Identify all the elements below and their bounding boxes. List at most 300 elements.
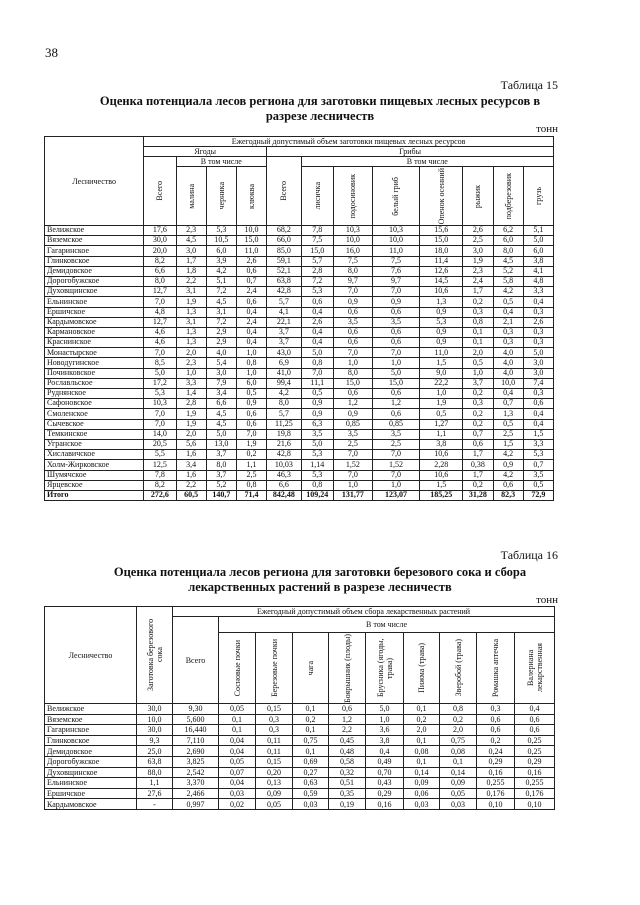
value-cell: 5,0 — [144, 368, 176, 378]
value-cell: 66,0 — [267, 236, 302, 246]
value-cell: 1,3 — [420, 297, 463, 307]
value-cell: 0,48 — [329, 746, 366, 757]
value-cell: 0,6 — [301, 297, 333, 307]
value-cell: 2,6 — [301, 317, 333, 327]
value-cell: 8,0 — [493, 246, 523, 256]
value-cell: 0,4 — [493, 389, 523, 399]
table16-header-annual: Ежегодный допустимый объем сбора лекарственных растений — [173, 607, 555, 617]
value-cell: 3,8 — [366, 735, 404, 746]
value-cell: 10,0 — [137, 714, 173, 725]
forestry-name-cell: Холм-Жирковское — [45, 460, 144, 470]
value-cell: 0,4 — [301, 307, 333, 317]
table15-col-header: малина — [176, 167, 206, 226]
value-cell: 1,4 — [176, 389, 206, 399]
value-cell: 10,6 — [420, 287, 463, 297]
value-cell: 1,7 — [463, 470, 493, 480]
value-cell: 0,1 — [293, 704, 329, 715]
table-row — [45, 735, 555, 746]
value-cell: 7,0 — [333, 470, 372, 480]
value-cell: 1,1 — [236, 460, 266, 470]
value-cell: 8,5 — [144, 358, 176, 368]
value-cell: 0,9 — [420, 307, 463, 317]
value-cell: 27,6 — [137, 788, 173, 799]
table-row — [45, 246, 554, 256]
value-cell: 0,03 — [293, 799, 329, 810]
forestry-name-cell: Монастырское — [45, 348, 144, 358]
value-cell: 1,0 — [333, 358, 372, 368]
table16-col-header: Ромашка аптечка — [477, 633, 515, 704]
value-cell: 5,0 — [523, 236, 553, 246]
value-cell: 0,38 — [463, 460, 493, 470]
value-cell: 3,8 — [420, 439, 463, 449]
forestry-name-cell: Духовщинское — [45, 767, 137, 778]
forestry-name-cell: Кармановское — [45, 327, 144, 337]
value-cell: 0,14 — [404, 767, 440, 778]
value-cell: 85,0 — [267, 246, 302, 256]
value-cell: 0,1 — [404, 756, 440, 767]
value-cell: 5,0 — [301, 439, 333, 449]
value-cell: 7,2 — [206, 287, 236, 297]
value-cell: 0,15 — [256, 704, 293, 715]
value-cell: 7,0 — [372, 470, 419, 480]
value-cell: 63,8 — [267, 276, 302, 286]
value-cell: 41,0 — [267, 368, 302, 378]
value-cell: 1,1 — [137, 778, 173, 789]
forestry-name-cell: Краснинское — [45, 338, 144, 348]
value-cell: 0,7 — [236, 276, 266, 286]
value-cell: 0,09 — [440, 778, 477, 789]
value-cell: 5,0 — [372, 368, 419, 378]
value-cell: 5,0 — [366, 704, 404, 715]
table-row — [45, 297, 554, 307]
value-cell: 2,5 — [463, 236, 493, 246]
value-cell: 0,3 — [477, 704, 515, 715]
value-cell: 4,8 — [144, 307, 176, 317]
value-cell: 0,1 — [219, 714, 256, 725]
value-cell: 0,04 — [219, 735, 256, 746]
value-cell: 11,1 — [301, 378, 333, 388]
value-cell: 10,5 — [206, 236, 236, 246]
table-row — [45, 368, 554, 378]
table-row — [45, 307, 554, 317]
value-cell: 0,3 — [256, 725, 293, 736]
value-cell: 1,9 — [463, 256, 493, 266]
value-cell: 0,5 — [523, 480, 553, 490]
value-cell: 4,5 — [206, 409, 236, 419]
value-cell: 0,6 — [372, 338, 419, 348]
value-cell: 0,63 — [293, 778, 329, 789]
forestry-name-cell: Сычевское — [45, 419, 144, 429]
value-cell: 17,2 — [144, 378, 176, 388]
value-cell: 3,0 — [523, 358, 553, 368]
forestry-name-cell: Темкинское — [45, 429, 144, 439]
value-cell: 5,3 — [301, 287, 333, 297]
value-cell: 0,16 — [477, 767, 515, 778]
value-cell: 2,0 — [440, 725, 477, 736]
value-cell: 0,2 — [463, 297, 493, 307]
value-cell: 10,03 — [267, 460, 302, 470]
value-cell: 0,4 — [236, 338, 266, 348]
table15-col-header: грузь — [523, 167, 553, 226]
value-cell: 0,6 — [493, 480, 523, 490]
table15-header-incl-mushrooms: В том числе — [301, 157, 553, 167]
value-cell: 1,2 — [333, 399, 372, 409]
value-cell: 8,0 — [333, 266, 372, 276]
value-cell: 3,3 — [176, 378, 206, 388]
table16-title-line1: Оценка потенциала лесов региона для заготовки березового сока и сбора — [113, 565, 527, 579]
value-cell: 0,3 — [523, 327, 553, 337]
value-cell: 0,1 — [440, 756, 477, 767]
value-cell: 4,2 — [267, 389, 302, 399]
value-cell: 1,9 — [176, 409, 206, 419]
forestry-name-cell: Глинковское — [45, 256, 144, 266]
value-cell: 0,8 — [236, 480, 266, 490]
table16-col-header: Валериана лекарственная — [515, 633, 555, 704]
value-cell: 3,6 — [366, 725, 404, 736]
value-cell: 10,3 — [333, 226, 372, 236]
value-cell: 0,9 — [236, 399, 266, 409]
value-cell: 1,3 — [176, 327, 206, 337]
value-cell: 4,1 — [267, 307, 302, 317]
value-cell: 0,1 — [404, 735, 440, 746]
value-cell: 0,08 — [404, 746, 440, 757]
table16 — [44, 606, 555, 810]
value-cell: 16,440 — [173, 725, 219, 736]
value-cell: 7,5 — [301, 236, 333, 246]
value-cell: 5,600 — [173, 714, 219, 725]
table15-label: Таблица 15 — [500, 78, 558, 92]
value-cell: 2,5 — [236, 470, 266, 480]
table16-header-forestry: Лесничество — [45, 607, 137, 704]
table15-col-header: Всего — [267, 157, 302, 226]
value-cell: 0,1 — [293, 725, 329, 736]
forestry-name-cell: Ельнинское — [45, 297, 144, 307]
value-cell: 0,29 — [515, 756, 555, 767]
value-cell: 0,6 — [236, 409, 266, 419]
value-cell: 0,4 — [523, 297, 553, 307]
value-cell: - — [137, 799, 173, 810]
value-cell: 12,7 — [144, 287, 176, 297]
table-row — [45, 799, 555, 810]
value-cell: 0,6 — [333, 307, 372, 317]
value-cell: 0,05 — [256, 799, 293, 810]
value-cell: 3,1 — [206, 307, 236, 317]
forestry-name-cell: Гагаринское — [45, 725, 137, 736]
table-row — [45, 348, 554, 358]
value-cell: 0,7 — [493, 399, 523, 409]
value-cell: 1,3 — [493, 409, 523, 419]
value-cell: 0,255 — [477, 778, 515, 789]
value-cell: 8,0 — [267, 399, 302, 409]
table15-header-forestry: Лесничество — [45, 137, 144, 226]
value-cell: 10,0 — [372, 236, 419, 246]
forestry-name-cell: Духовщинское — [45, 287, 144, 297]
value-cell: 1,9 — [420, 399, 463, 409]
total-value-cell: 842,48 — [267, 490, 302, 500]
value-cell: 3,1 — [176, 287, 206, 297]
value-cell: 3,370 — [173, 778, 219, 789]
value-cell: 4,0 — [493, 348, 523, 358]
table15-col-header: подосиновик — [333, 167, 372, 226]
value-cell: 0,9 — [420, 327, 463, 337]
value-cell: 5,7 — [301, 256, 333, 266]
value-cell: 2,6 — [236, 256, 266, 266]
value-cell: 0,3 — [463, 307, 493, 317]
value-cell: 0,3 — [256, 714, 293, 725]
value-cell: 8,0 — [206, 460, 236, 470]
value-cell: 0,32 — [329, 767, 366, 778]
value-cell: 4,2 — [493, 287, 523, 297]
value-cell: 0,02 — [219, 799, 256, 810]
forestry-name-cell: Ершичское — [45, 788, 137, 799]
value-cell: 0,2 — [236, 450, 266, 460]
value-cell: 0,6 — [372, 389, 419, 399]
value-cell: 10,0 — [333, 236, 372, 246]
value-cell: 1,5 — [420, 480, 463, 490]
table-row — [45, 317, 554, 327]
value-cell: 1,0 — [420, 389, 463, 399]
value-cell: 1,0 — [333, 480, 372, 490]
value-cell: 1,1 — [420, 429, 463, 439]
value-cell: 9,7 — [372, 276, 419, 286]
value-cell: 0,5 — [493, 297, 523, 307]
value-cell: 3,0 — [176, 246, 206, 256]
value-cell: 0,59 — [293, 788, 329, 799]
value-cell: 12,6 — [420, 266, 463, 276]
value-cell: 0,03 — [404, 799, 440, 810]
forestry-name-cell: Глинковское — [45, 735, 137, 746]
value-cell: 1,5 — [420, 358, 463, 368]
value-cell: 3,0 — [206, 368, 236, 378]
total-value-cell: 82,3 — [493, 490, 523, 500]
table15-col-header: черника — [206, 167, 236, 226]
value-cell: 11,25 — [267, 419, 302, 429]
table-row — [45, 226, 554, 236]
value-cell: 0,1 — [463, 327, 493, 337]
value-cell: 8,2 — [144, 480, 176, 490]
value-cell: 0,4 — [515, 704, 555, 715]
value-cell: 5,1 — [523, 226, 553, 236]
value-cell: 0,9 — [420, 338, 463, 348]
value-cell: 30,0 — [137, 704, 173, 715]
value-cell: 7,0 — [333, 348, 372, 358]
value-cell: 7,0 — [333, 287, 372, 297]
table15-col-header: рыжик — [463, 167, 493, 226]
value-cell: 5,4 — [206, 358, 236, 368]
value-cell: 0,6 — [236, 297, 266, 307]
value-cell: 0,11 — [256, 746, 293, 757]
total-value-cell: 72,9 — [523, 490, 553, 500]
value-cell: 0,03 — [440, 799, 477, 810]
value-cell: 1,7 — [463, 287, 493, 297]
total-value-cell: 109,24 — [301, 490, 333, 500]
value-cell: 4,5 — [206, 419, 236, 429]
value-cell: 0,8 — [236, 358, 266, 368]
value-cell: 6,0 — [206, 246, 236, 256]
value-cell: 2,2 — [176, 480, 206, 490]
value-cell: 6,0 — [493, 236, 523, 246]
forestry-name-cell: Рославльское — [45, 378, 144, 388]
value-cell: 1,0 — [236, 348, 266, 358]
value-cell: 7,0 — [144, 297, 176, 307]
value-cell: 18,0 — [420, 246, 463, 256]
table-row — [45, 746, 555, 757]
value-cell: 0,6 — [515, 725, 555, 736]
table15-header-incl-berries: В том числе — [176, 157, 267, 167]
value-cell: 0,3 — [523, 389, 553, 399]
value-cell: 0,6 — [236, 419, 266, 429]
value-cell: 0,16 — [366, 799, 404, 810]
value-cell: 2,0 — [176, 348, 206, 358]
value-cell: 0,09 — [256, 788, 293, 799]
value-cell: 0,11 — [256, 735, 293, 746]
table15-col-header: подберезовик — [493, 167, 523, 226]
value-cell: 20,0 — [144, 246, 176, 256]
value-cell: 10,6 — [420, 470, 463, 480]
value-cell: 9,30 — [173, 704, 219, 715]
value-cell: 2,0 — [404, 725, 440, 736]
total-value-cell: 185,25 — [420, 490, 463, 500]
table15-header-annual: Ежегодный допустимый объем заготовки пищевых лесных ресурсов — [144, 137, 554, 147]
value-cell: 3,7 — [206, 470, 236, 480]
table-row — [45, 788, 555, 799]
value-cell: 2,8 — [301, 266, 333, 276]
forestry-name-cell: Новодугинское — [45, 358, 144, 368]
value-cell: 0,16 — [515, 767, 555, 778]
value-cell: 0,4 — [493, 307, 523, 317]
value-cell: 10,6 — [420, 450, 463, 460]
table15-col-header: клюква — [236, 167, 266, 226]
value-cell: 2,5 — [493, 429, 523, 439]
value-cell: 14,0 — [144, 429, 176, 439]
value-cell: 0,75 — [440, 735, 477, 746]
value-cell: 0,2 — [463, 389, 493, 399]
value-cell: 3,5 — [333, 317, 372, 327]
value-cell: 1,6 — [176, 450, 206, 460]
value-cell: 0,58 — [329, 756, 366, 767]
value-cell: 4,5 — [493, 256, 523, 266]
value-cell: 0,13 — [256, 778, 293, 789]
value-cell: 9,0 — [420, 368, 463, 378]
value-cell: 0,5 — [420, 409, 463, 419]
value-cell: 0,6 — [333, 338, 372, 348]
value-cell: 5,0 — [206, 429, 236, 439]
value-cell: 11,0 — [372, 246, 419, 256]
value-cell: 5,0 — [523, 348, 553, 358]
value-cell: 0,04 — [219, 778, 256, 789]
table15-title-line1: Оценка потенциала лесов региона для заготовки пищевых лесных ресурсов в — [99, 94, 541, 108]
value-cell: 6,0 — [523, 246, 553, 256]
value-cell: 15,0 — [333, 378, 372, 388]
value-cell: 5,3 — [144, 389, 176, 399]
value-cell: 9,3 — [137, 735, 173, 746]
value-cell: 7,0 — [372, 450, 419, 460]
value-cell: 0,10 — [477, 799, 515, 810]
table-row — [45, 756, 555, 767]
value-cell: 0,3 — [493, 327, 523, 337]
table-row — [45, 266, 554, 276]
value-cell: 0,51 — [329, 778, 366, 789]
value-cell: 0,85 — [333, 419, 372, 429]
value-cell: 1,7 — [176, 256, 206, 266]
value-cell: 5,6 — [176, 439, 206, 449]
value-cell: 5,8 — [493, 276, 523, 286]
total-value-cell: 140,7 — [206, 490, 236, 500]
value-cell: 5,2 — [206, 480, 236, 490]
value-cell: 30,0 — [144, 236, 176, 246]
table-row — [45, 358, 554, 368]
total-value-cell: 71,4 — [236, 490, 266, 500]
table15 — [44, 136, 554, 501]
total-value-cell: 123,07 — [372, 490, 419, 500]
value-cell: 4,6 — [144, 327, 176, 337]
table-row — [45, 725, 555, 736]
value-cell: 7,0 — [372, 348, 419, 358]
value-cell: 5,7 — [267, 297, 302, 307]
forestry-name-cell: Велижское — [45, 704, 137, 715]
forestry-name-cell: Ярцевское — [45, 480, 144, 490]
value-cell: 1,6 — [176, 470, 206, 480]
value-cell: 2,8 — [176, 399, 206, 409]
value-cell: 0,6 — [333, 389, 372, 399]
value-cell: 2,9 — [206, 338, 236, 348]
forestry-name-cell: Демидовское — [45, 746, 137, 757]
value-cell: 2,9 — [206, 327, 236, 337]
table16-col-header: Березовые почки — [256, 633, 293, 704]
value-cell: 0,70 — [366, 767, 404, 778]
value-cell: 7,5 — [333, 256, 372, 266]
table16-col-header: Брусника (ягоды, трава) — [366, 633, 404, 704]
total-row — [45, 490, 554, 500]
table-row — [45, 460, 554, 470]
value-cell: 0,5 — [463, 358, 493, 368]
value-cell: 7,8 — [301, 226, 333, 236]
value-cell: 0,3 — [523, 338, 553, 348]
value-cell: 2,4 — [236, 317, 266, 327]
value-cell: 0,19 — [329, 799, 366, 810]
table-row — [45, 714, 555, 725]
value-cell: 2,4 — [463, 276, 493, 286]
value-cell: 6,9 — [267, 358, 302, 368]
value-cell: 15,0 — [236, 236, 266, 246]
value-cell: 1,27 — [420, 419, 463, 429]
value-cell: 3,7 — [267, 327, 302, 337]
value-cell: 16,0 — [333, 246, 372, 256]
value-cell: 3,9 — [206, 256, 236, 266]
value-cell: 0,85 — [372, 419, 419, 429]
value-cell: 3,1 — [176, 317, 206, 327]
value-cell: 0,7 — [523, 460, 553, 470]
value-cell: 0,2 — [463, 419, 493, 429]
value-cell: 63,8 — [137, 756, 173, 767]
value-cell: 1,7 — [463, 450, 493, 460]
forestry-name-cell: Сафоновское — [45, 399, 144, 409]
value-cell: 0,1 — [463, 338, 493, 348]
value-cell: 10,3 — [372, 226, 419, 236]
table16-title-line2: лекарственных растений в разрезе лесничеств — [188, 580, 452, 594]
value-cell: 4,5 — [206, 297, 236, 307]
table-row — [45, 287, 554, 297]
value-cell: 0,2 — [477, 735, 515, 746]
value-cell: 0,20 — [256, 767, 293, 778]
value-cell: 12,7 — [144, 317, 176, 327]
value-cell: 2,542 — [173, 767, 219, 778]
value-cell: 6,6 — [267, 480, 302, 490]
value-cell: 22,1 — [267, 317, 302, 327]
forestry-name-cell: Ельнинское — [45, 778, 137, 789]
value-cell: 3,5 — [523, 470, 553, 480]
value-cell: 0,24 — [477, 746, 515, 757]
